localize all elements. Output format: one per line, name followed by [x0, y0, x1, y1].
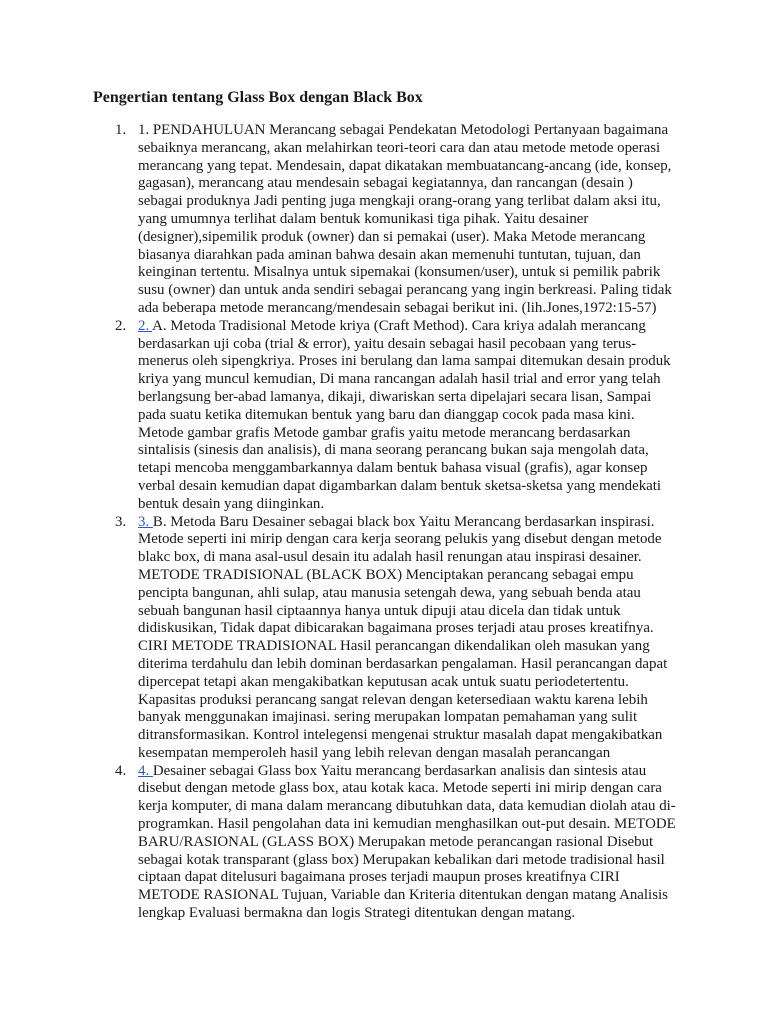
- list-item-number: 4.: [115, 762, 127, 779]
- list-item-link[interactable]: 3.: [138, 513, 153, 530]
- list-item-link[interactable]: 4.: [138, 762, 153, 779]
- list-item: [115, 513, 676, 763]
- list-item-text: 1. PENDAHULUAN Merancang sebagai Pendekatan Metodologi Pertanyaan bagaimana sebaiknya merancang, akan melahirkan teori-teori cara dan atau metode metode operasi merancang yang tepat. Mendesain, dapat dikatakan membuatancang-ancang (ide, konsep, gagasan), merancang atau mendesain sebagai kegiatannya, dan rancangan (desain ) sebagai produknya Jadi penting juga mengkaji orang-orang yang terlibat dalam aksi itu, yang umumnya terlihat dalam bentuk komunikasi tiga pihak. Yaitu desainer (designer),sipemilik produk (owner) dan si pemakai (user). Maka Metode merancang biasanya diarahkan pada aminan bahwa desain akan memenuhi tuntutan, tujuan, dan keinginan tertentu. Misalnya untuk sipemakai (konsumen/user), untuk si pemilik pabrik susu (owner) dan untuk anda sendiri sebagai perancang yang ingin berkreasi. Paling tidak ada beberapa metode merancang/mendesain sebagai berikut ini. (lih.Jones,1972:15-57): [138, 122, 672, 316]
- list-item: [115, 762, 676, 923]
- list-item-text: A. Metoda Tradisional Metode kriya (Craft Method). Cara kriya adalah merancang berdasarkan uji coba (trial & error), yaitu desain sebagai hasil pecobaan yang terus-menerus oleh sipengkriya. Proses ini berulang dan lama sampai ditemukan desain produk kriya yang muncul kemudian, Di mana rancangan adalah hasil trial and error yang telah berlangsung ber-abad lamanya, dikaji, diwariskan serta dipelajari secara lisan, Sampai pada suatu ketika ditemukan bentuk yang baru dan dianggap cocok pada masa kini. Metode gambar grafis Metode gambar grafis yaitu metode merancang berdasarkan sintalisis (sinesis dan analisis), di mana seorang perancang bukan saja mengolah data, tetapi mencoba menggambarkannya dalam bentuk bahasa visual (grafis), agar konsep verbal desain kemudian dapat digambarkan dalam bentuk sketsa-sketsa yang mendekati bentuk desain yang diinginkan.: [138, 317, 671, 512]
- list-item-number: 1.: [115, 122, 127, 138]
- numbered-list: [115, 122, 676, 923]
- list-item-text: B. Metoda Baru Desainer sebagai black box Yaitu Merancang berdasarkan inspirasi. Metode seperti ini mirip dengan cara kerja seorang pelukis yang disebut dengan metode blakc box, di mana asal-usul desain itu adalah hasil renungan atau inspirasi desainer. METODE TRADISIONAL (BLACK BOX) Menciptakan perancang sebagai empu pencipta bangunan, ahli sulap, atau manusia setengah dewa, yang sebuah benda atau sebuah bangunan hasil ciptaannya hanya untuk dipuji atau dicela dan tidak untuk didiskusikan, Tidak dapat dibicarakan bagaimana proses terjadi atau proses kreatifnya. CIRI METODE TRADISIONAL Hasil perancangan dikendalikan oleh masukan yang diterima terdahulu dan lebih dominan berdasarkan pengalaman. Hasil perancangan dapat dipercepat tetapi akan mengakibatkan keputusan acak untuk suatu periodetertentu. Kapasitas produksi perancang sangat relevan dengan ketersediaan waktu karena lebih banyak menggunakan imajinasi. sering merupakan lompatan pemahaman yang sulit ditransformasikan. Kontrol intelegensi mengenai struktur masalah dapat mengakibatkan kesempatan memperoleh hasil yang lebih relevan dengan masalah perancangan: [138, 513, 668, 761]
- list-item-link[interactable]: 2.: [138, 317, 153, 334]
- list-item: [115, 122, 676, 318]
- document-title: Pengertian tentang Glass Box dengan Black Box: [93, 89, 423, 106]
- list-item-number: 3.: [115, 513, 127, 530]
- list-item-number: 2.: [115, 317, 127, 334]
- list-item: [115, 317, 676, 514]
- list-item-text: Desainer sebagai Glass box Yaitu merancang berdasarkan analisis dan sintesis atau disebut dengan metode glass box, atau kotak kaca. Metode seperti ini mirip dengan cara kerja komputer, di mana dalam merancang dibutuhkan data, data kemudian diolah atau di-programkan. Hasil pengolahan data ini kemudian menghasilkan out-put desain. METODE BARU/RASIONAL (GLASS BOX) Merupakan metode perancangan rasional Disebut sebagai kotak transparant (glass box) Merupakan kebalikan dari metode tradisional hasil ciptaan dapat ditelusuri bagaimana proses terjadi maupun proses kreatifnya CIRI METODE RASIONAL Tujuan, Variable dan Kriteria ditentukan dengan matang Analisis lengkap Evaluasi bermakna dan logis Strategi ditentukan dengan matang.: [138, 762, 676, 922]
